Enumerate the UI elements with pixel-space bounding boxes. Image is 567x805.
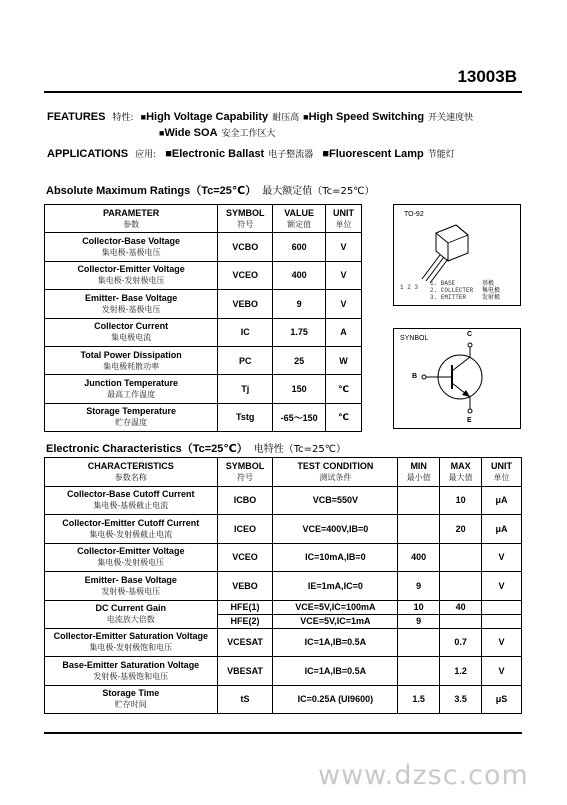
ec-min-cell: 400 [398,543,440,572]
abs-parameter-cell [45,261,218,289]
abs-header-cell [326,205,362,233]
ec-header-cell-en: TEST CONDITION [297,460,374,471]
abs-header-cell-en: SYMBOL [225,207,265,218]
abs-unit-cell: W [326,346,362,374]
ec-characteristic-cell-cn: 贮存时间 [114,700,147,710]
abs-header-cell [45,205,218,233]
ec-unit-cell: V [482,543,522,572]
package-diagram [393,204,521,306]
abs-header-cell-cn: 符号 [237,219,254,229]
features-section [47,110,527,142]
ec-header-cell-cn: 最大值 [448,472,473,482]
pin-base-cn: 基极 [482,280,495,287]
ec-min-cell: 10 [398,600,440,614]
abs-header-cell [273,205,326,233]
abs-value-cell: 400 [273,261,326,289]
abs-unit-cell: ℃ [326,403,362,431]
elec-char-title-en: Electronic Characteristics（Tc=25℃） [46,443,248,455]
pin-legend-cn [482,280,500,301]
ec-unit-cell [482,614,522,628]
abs-table-row [45,233,362,261]
ec-header-cell [398,458,440,487]
abs-parameter-cell-en: Collector-Emitter Voltage [77,264,185,275]
abs-parameter-cell-en: Emitter- Base Voltage [84,292,178,303]
ec-min-cell [398,486,440,515]
emitter-pin-label: E [467,417,472,424]
ec-characteristic-cell-cn: 集电极-基极截止电流 [93,501,169,511]
abs-table-row [45,375,362,403]
ec-characteristic-cell [45,515,218,544]
abs-parameter-cell-en: Junction Temperature [84,378,179,389]
ec-max-cell: 40 [440,600,482,614]
ec-characteristic-cell-en: Collector-Emitter Voltage [77,546,185,557]
ec-symbol-cell: ICBO [217,486,273,515]
abs-parameter-cell [45,346,218,374]
pin-collector-cn: 集电极 [482,287,501,294]
abs-symbol-cell: IC [218,318,273,346]
ec-header-cell-cn: 测试条件 [319,472,352,482]
ec-characteristic-cell [45,685,218,714]
ec-characteristic-cell-en: Emitter- Base Voltage [84,574,177,585]
ec-max-cell: 3.5 [440,685,482,714]
abs-value-cell: 1.75 [273,318,326,346]
ec-characteristic-cell [45,572,218,601]
abs-symbol-cell: PC [218,346,273,374]
feature-item-en: High Voltage Capability [146,111,269,123]
abs-parameter-cell [45,233,218,261]
abs-value-cell: 25 [273,346,326,374]
abs-table-row [45,403,362,431]
ec-min-cell: 1.5 [398,685,440,714]
ec-gain-row [45,600,522,614]
ec-header-cell [440,458,482,487]
abs-max-title [46,182,375,198]
pin-legend [430,280,473,301]
ec-condition-cell: IC=1A,IB=0.5A [273,628,398,657]
abs-header-cell [218,205,273,233]
abs-unit-cell: A [326,318,362,346]
watermark: www.dzsc.com [318,760,529,791]
ec-symbol-cell: VBESAT [217,657,273,686]
ec-header-cell-cn: 符号 [237,472,253,482]
abs-symbol-cell: VCBO [218,233,273,261]
ec-characteristic-cell [45,486,218,515]
abs-parameter-cell-cn: 集电极耗散功率 [103,361,160,371]
ec-characteristic-cell-en: Collector-Emitter Saturation Voltage [53,631,208,642]
abs-header-cell-cn: 参数 [123,219,140,229]
electrical-characteristics-table [44,457,522,714]
pin-base: 1. BASE [430,280,456,287]
elec-char-title-cn: 电特性（Tc=25℃） [253,444,346,455]
ec-condition-cell: VCB=550V [273,486,398,515]
ec-characteristic-cell-cn: 发射极-基极电压 [101,586,161,596]
abs-parameter-cell-cn: 最高工作温度 [107,390,156,400]
ec-unit-cell [482,600,522,614]
pin-numbers: 1 2 3 [400,284,419,291]
ec-unit-cell: V [482,657,522,686]
ec-characteristic-cell [45,657,218,686]
ec-symbol-cell: ICEO [217,515,273,544]
applications-label: APPLICATIONS [47,148,129,160]
ec-characteristic-cell-en: Collector-Emitter Cutoff Current [62,517,200,528]
abs-parameter-cell [45,290,218,318]
abs-max-title-en: Absolute Maximum Ratings（Tc=25℃） [46,185,257,197]
abs-unit-cell: V [326,261,362,289]
abs-parameter-cell-cn: 贮存温度 [115,418,148,428]
abs-header-cell-cn: 单位 [335,219,352,229]
pin-emitter: 3. EMITTER [430,294,467,301]
ec-header-cell-cn: 最小值 [406,472,431,482]
abs-header-cell-en: PARAMETER [102,207,160,218]
abs-table-row [45,290,362,318]
ec-condition-cell: IC=1A,IB=0.5A [273,657,398,686]
abs-parameter-cell-en: Total Power Dissipation [80,349,182,360]
ec-characteristic-cell-cn: 集电极-发射极截止电流 [89,529,173,539]
part-number: 13003B [457,67,517,86]
bullet-square-icon: ■ [303,112,309,122]
abs-unit-cell: ℃ [326,375,362,403]
ec-condition-cell: VCE=5V,IC=100mA [273,600,398,614]
abs-parameter-cell [45,403,218,431]
pin-collector: 2. COLLECTER [430,287,474,294]
ec-unit-cell: μA [482,486,522,515]
ec-gain-cell-en: DC Current Gain [95,603,167,613]
ec-condition-cell: IC=10mA,IB=0 [273,543,398,572]
abs-table-row [45,318,362,346]
feature-item-cn: 开关速度快 [428,113,474,123]
ec-unit-cell: μS [482,685,522,714]
feature-item-en: Wide SOA [164,127,218,139]
ec-characteristic-cell-cn: 集电极-发射极饱和电压 [89,643,173,653]
abs-parameter-cell-en: Storage Temperature [86,406,177,417]
abs-unit-cell: V [326,290,362,318]
abs-unit-cell: V [326,233,362,261]
package-label: TO-92 [404,211,424,218]
ec-header-cell [482,458,522,487]
ec-condition-cell: VCE=400V,IB=0 [273,515,398,544]
ec-symbol-cell: HFE(1) [217,600,273,614]
abs-parameter-cell-en: Collector Current [94,321,169,332]
ec-max-cell: 20 [440,515,482,544]
abs-header-cell-en: VALUE [284,207,315,218]
ec-header-cell-en: MIN [410,460,427,471]
pin-emitter-cn: 发射极 [482,294,501,301]
ec-table-row [45,657,522,686]
ec-condition-cell: VCE=5V,IC=1mA [273,614,398,628]
abs-max-table [44,204,362,432]
top-divider [44,91,522,93]
abs-table-row [45,261,362,289]
ec-characteristic-cell [45,543,218,572]
ec-min-cell [398,657,440,686]
ec-header-cell [273,458,398,487]
ec-characteristic-cell-cn: 集电极-发射极电压 [97,558,165,568]
ec-unit-cell: V [482,572,522,601]
ec-characteristic-cell-cn: 发射极-基极饱和电压 [93,671,169,681]
symbol-label: SYNBOL [400,335,429,342]
ec-header-cell-en: SYMBOL [225,460,265,471]
abs-value-cell: -65～150 [273,403,326,431]
ec-symbol-cell: tS [217,685,273,714]
ec-characteristic-cell-en: Storage Time [102,688,160,699]
ec-table-row [45,685,522,714]
ec-unit-cell: V [482,628,522,657]
abs-symbol-cell: Tstg [218,403,273,431]
abs-max-title-cn: 最大额定值（Tc=25℃） [262,186,375,197]
application-item-en: Fluorescent Lamp [328,148,424,160]
abs-symbol-cell: VEBO [218,290,273,318]
ec-min-cell: 9 [398,614,440,628]
ec-max-cell: 10 [440,486,482,515]
abs-value-cell: 600 [273,233,326,261]
ec-gain-cell [45,600,218,628]
ec-max-cell: 0.7 [440,628,482,657]
bullet-square-icon: ■ [165,148,172,160]
application-item-en: Electronic Ballast [171,148,265,160]
ec-gain-cell-cn: 电流放大倍数 [106,615,155,624]
ec-symbol-cell: VCESAT [217,628,273,657]
abs-symbol-cell: VCEO [218,261,273,289]
ec-header-cell [217,458,273,487]
abs-header-cell-cn: 额定值 [287,219,312,229]
ec-condition-cell: IC=0.25A (UI9600) [273,685,398,714]
feature-item-cn: 安全工作区大 [221,129,276,139]
abs-parameter-cell-cn: 集电极电流 [111,333,152,343]
feature-item-en: High Speed Switching [308,111,425,123]
ec-table-row [45,515,522,544]
ec-header-cell-cn: 单位 [493,472,510,482]
abs-symbol-cell: Tj [218,375,273,403]
applications-section [47,147,461,160]
abs-header-row [45,205,362,233]
ec-header-row [45,458,522,487]
ec-characteristic-cell-en: Base-Emitter Saturation Voltage [62,659,200,670]
abs-parameter-cell [45,375,218,403]
elec-char-title [46,440,346,456]
base-pin-label: B [412,373,418,380]
ec-unit-cell: μA [482,515,522,544]
features-label-cn: 特性: [112,113,134,123]
ec-max-cell: 1.2 [440,657,482,686]
ec-table-row [45,486,522,515]
feature-item-cn: 耐压高 [272,113,300,123]
ec-symbol-cell: VCEO [217,543,273,572]
ec-table-row [45,572,522,601]
applications-label-cn: 应用: [135,150,157,160]
ec-max-cell [440,572,482,601]
abs-parameter-cell-cn: 集电极-发射极电压 [97,276,165,286]
ec-table-row [45,628,522,657]
features-label: FEATURES [47,111,106,123]
ec-symbol-cell: VEBO [217,572,273,601]
transistor-symbol-diagram [393,328,521,429]
application-item-cn: 电子整流器 [268,150,314,160]
abs-value-cell: 150 [273,375,326,403]
bullet-square-icon: ■ [322,148,329,160]
bullet-square-icon: ■ [140,112,147,122]
ec-min-cell [398,515,440,544]
ec-header-cell-cn: 参数名称 [114,472,147,482]
ec-min-cell [398,628,440,657]
abs-parameter-cell-cn: 发射极-基极电压 [101,304,161,314]
ec-header-cell-en: CHARACTERISTICS [87,460,174,471]
abs-parameter-cell [45,318,218,346]
abs-value-cell: 9 [273,290,326,318]
abs-header-cell-en: UNIT [333,207,355,218]
ec-characteristic-cell-en: Collector-Base Cutoff Current [67,489,195,500]
ec-characteristic-cell [45,628,218,657]
ec-max-cell [440,543,482,572]
ec-table-row [45,543,522,572]
ec-condition-cell: IE=1mA,IC=0 [273,572,398,601]
abs-parameter-cell-en: Collector-Base Voltage [82,236,181,247]
collector-pin-label: C [467,331,473,338]
bottom-divider [44,732,522,734]
ec-min-cell: 9 [398,572,440,601]
abs-parameter-cell-cn: 集电极-基极电压 [101,248,161,258]
ec-header-cell [45,458,218,487]
ec-header-cell-en: MAX [450,460,471,471]
application-item-cn: 节能灯 [427,150,455,160]
ec-symbol-cell: HFE(2) [217,614,273,628]
bullet-square-icon: ■ [159,128,165,138]
ec-header-cell-en: UNIT [491,460,513,471]
abs-table-row [45,346,362,374]
ec-max-cell [440,614,482,628]
